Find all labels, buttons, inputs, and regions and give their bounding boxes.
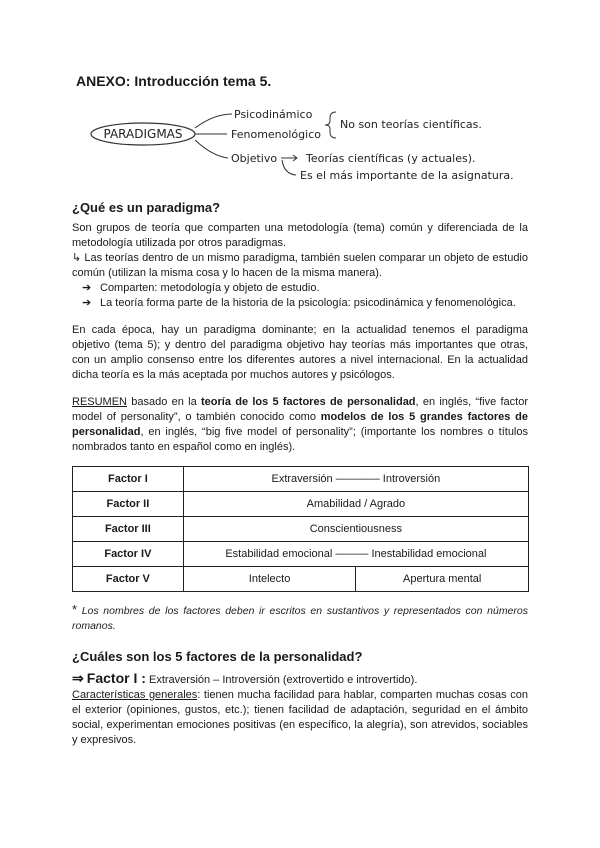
factor-i-label: Factor I : — [86, 670, 146, 686]
paragraph-definition: Son grupos de teoría que comparten una metodología (tema) común y diferenciada de la metodología utilizada por otros paradigmas. — [72, 222, 528, 249]
asterisk-icon: * — [72, 602, 78, 617]
paragraph-resumen: RESUMEN basado en la teoría de los 5 factores de personalidad, en inglés, “five factor model of personality”, o también conocido como modelos de los 5 grandes factores de personalidad, en inglés, “big five model of personality”; (importante los nombres o títulos nombrados tanto en español como en inglés). — [72, 396, 529, 453]
paragraph-teorias: ↳ Las teorías dentro de un mismo paradigma, también suelen comparar un objeto de estudio común (utilizan la misma cosa y lo hacen de la misma manera). — [72, 252, 528, 279]
objetivo-note-1: Teorías científicas (y actuales). — [306, 152, 476, 165]
branch-psicodinamico: Psicodinámico — [234, 108, 313, 121]
table-row — [73, 492, 529, 517]
arrow-right-icon: ➔ — [82, 297, 92, 309]
note: * Los nombres de los factores deben ir escritos en sustantivos y representados con números romanos. — [72, 602, 528, 632]
table-row — [73, 467, 529, 492]
caracteristicas-label: Características generales — [72, 689, 198, 701]
branch-objetivo: Objetivo — [231, 152, 278, 165]
factor-name: Factor II — [73, 492, 184, 517]
brace — [325, 112, 336, 138]
factor-name: Factor V — [73, 567, 184, 592]
bullet-item: ➔ La teoría forma parte de la historia de la psicología: psicodinámica y fenomenológica. — [82, 297, 516, 309]
arrow-right-icon: ➔ — [82, 282, 92, 294]
factor-i-description: Extraversión – Introversión (extrovertido e introvertido). — [148, 674, 418, 686]
page-title: ANEXO: Introducción tema 5. — [76, 73, 272, 89]
section-heading-paradigma: ¿Qué es un paradigma? — [72, 200, 221, 215]
factor-name: Factor I — [73, 467, 184, 492]
paragraph-caracteristicas: Características generales: tienen mucha facilidad para hablar, comparten muchas cosas con el exterior (opiniones, gustos, etc.); tienen facilidad de adaptación, seguridad en el ámbito social, experimentan emociones positivas (en específico, la alegría), son atrevidos, sociables y expresivos. — [72, 689, 528, 746]
branch-line-psicodinamico — [195, 114, 232, 128]
factor-value: Estabilidad emocional ——— Inestabilidad emocional — [183, 542, 528, 567]
objetivo-arrow-2 — [282, 160, 296, 175]
diagram-center-label: PARADIGMAS — [103, 127, 183, 141]
factor-i-heading — [72, 670, 417, 687]
factor-value-left: Intelecto — [183, 567, 356, 592]
factor-value-right: Apertura mental — [356, 567, 529, 592]
table-row — [73, 542, 529, 567]
resumen-label: RESUMEN — [72, 396, 128, 408]
double-arrow-icon: ⇒ — [72, 670, 84, 686]
factor-value: Amabilidad / Agrado — [183, 492, 528, 517]
bullet-item: ➔ Comparten: metodología y objeto de estudio. — [82, 282, 320, 294]
branch-line-objetivo — [195, 140, 228, 158]
factor-name: Factor IV — [73, 542, 184, 567]
brace-note: No son teorías científicas. — [340, 118, 482, 131]
paradigms-diagram — [84, 100, 514, 190]
factor-value: Conscientiousness — [183, 517, 528, 542]
objetivo-note-2: Es el más importante de la asignatura. — [300, 169, 514, 182]
section-heading-factores: ¿Cuáles son los 5 factores de la personalidad? — [72, 649, 363, 664]
paragraph-epoca: En cada época, hay un paradigma dominante; en la actualidad tenemos el paradigma objetivo (tema 5); y dentro del paradigma objetivo hay teorías más importantes que otras, con un amplio consenso entre los diferentes autores a nivel internacional. En la actualidad dicha teoría es la más aceptada por muchos autores y psicólogos. — [72, 324, 528, 381]
table-row — [73, 567, 529, 592]
table-row — [73, 517, 529, 542]
factor-name: Factor III — [73, 517, 184, 542]
branch-fenomenologico: Fenomenológico — [231, 128, 321, 141]
factor-value: Extraversión ———— Introversión — [183, 467, 528, 492]
factors-table — [72, 466, 529, 592]
